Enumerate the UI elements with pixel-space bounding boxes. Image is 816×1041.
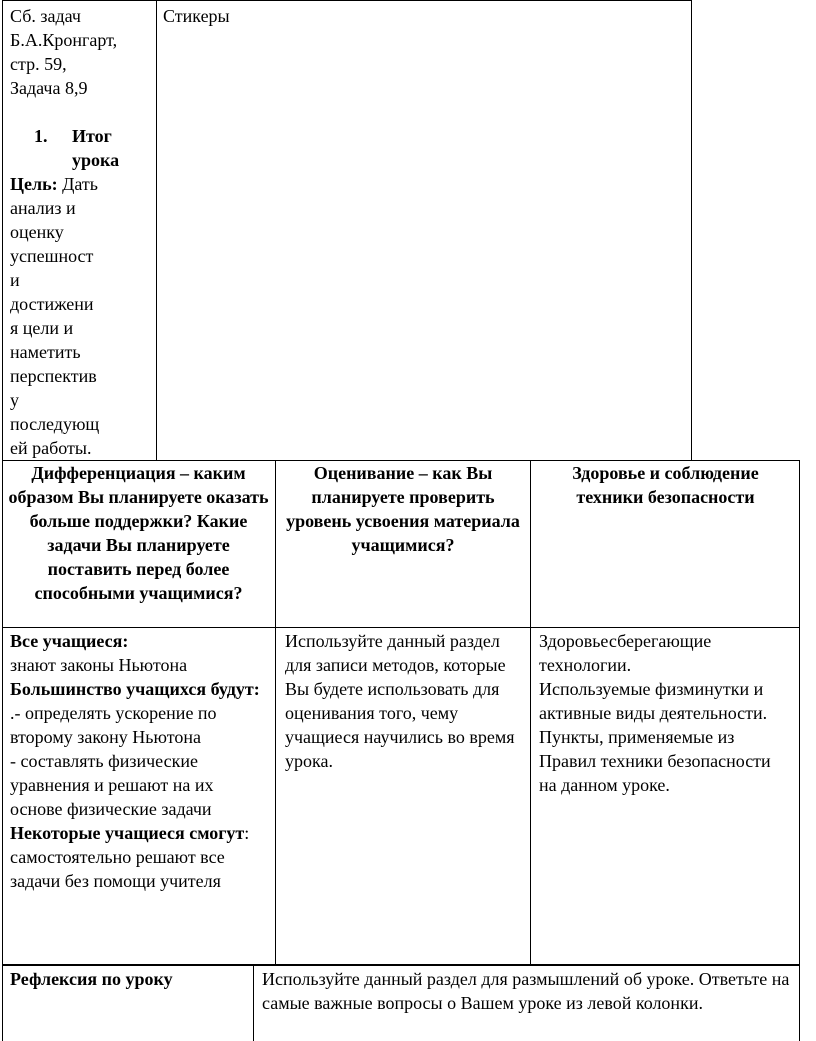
item-title-line-2: урока xyxy=(72,150,120,170)
source-line-4: Задача 8,9 xyxy=(10,78,88,98)
goal-line-2: анализ и xyxy=(10,198,76,218)
goal-line-10: у xyxy=(10,390,19,410)
some-students-text: самостоятельно решают все задачи без помощи учителя xyxy=(10,847,225,891)
middle-header-divider xyxy=(2,627,800,628)
header-health-safety: Здоровье и соблюдение техники безопасности xyxy=(572,463,759,507)
goal-line-4: успешност xyxy=(10,246,94,266)
health-paragraph-1: Здоровьесберегающие технологии. xyxy=(539,631,712,675)
source-line-1: Сб. задач xyxy=(10,6,81,26)
goal-line-8: наметить xyxy=(10,342,81,362)
goal-line-11: последующ xyxy=(10,414,100,434)
source-line-3: стр. 59, xyxy=(10,54,67,74)
goal-label: Цель: xyxy=(10,174,58,194)
goal-line-7: я цели и xyxy=(10,318,74,338)
top-table-divider xyxy=(156,0,157,461)
goal-block xyxy=(10,172,156,460)
health-paragraph-3: Пункты, применяемые из Правил техники безопасности на данном уроке. xyxy=(539,727,771,795)
some-students-label: Некоторые учащиеся смогут xyxy=(10,823,245,843)
goal-line-12: ей работы. xyxy=(10,438,92,458)
some-students-colon: : xyxy=(244,823,250,843)
all-students-label: Все учащиеся: xyxy=(10,631,129,651)
header-differentiation: Дифференциация – каким образом Вы планируете оказать больше поддержки? Какие задачи Вы планируете поставить перед более способными учащимися? xyxy=(8,463,269,603)
reflection-text: Используйте данный раздел для размышлений об уроке. Ответьте на самые важные вопросы о Вашем уроке из левой колонки. xyxy=(262,969,790,1013)
goal-line-3: оценку xyxy=(10,222,64,242)
differentiation-content xyxy=(2,629,275,893)
source-line-2: Б.А.Кронгарт, xyxy=(10,30,118,50)
lesson-summary-item xyxy=(10,124,156,172)
health-paragraph-2: Используемые физминутки и активные виды деятельности. xyxy=(539,679,768,723)
goal-line-5: и xyxy=(10,270,20,290)
reflection-label: Рефлексия по уроку xyxy=(10,969,173,989)
top-left-cell xyxy=(2,4,156,460)
stickers-text: Стикеры xyxy=(163,6,230,26)
most-students-label: Большинство учащихся будут: xyxy=(10,679,260,699)
assessment-content: Используйте данный раздел для записи методов, которые Вы будете использовать для оценивания того, чему учащиеся научились во время урока. xyxy=(285,631,515,771)
item-title-line-1: Итог xyxy=(72,126,112,146)
all-students-text: знают законы Ньютона xyxy=(10,655,188,675)
most-students-item-1: .- определять ускорение по второму закону Ньютона xyxy=(10,703,217,747)
goal-line-9: перспектив xyxy=(10,366,97,386)
health-safety-content xyxy=(531,629,800,797)
header-assessment: Оценивание – как Вы планируете проверить уровень усвоения материала учащимися? xyxy=(286,463,520,555)
goal-line-6: достижени xyxy=(10,294,94,314)
goal-line-1: Дать xyxy=(62,174,98,194)
most-students-item-2: - составлять физические уравнения и решают на их основе физические задачи xyxy=(10,751,214,819)
item-number: 1. xyxy=(34,126,48,146)
top-right-cell xyxy=(157,4,691,28)
